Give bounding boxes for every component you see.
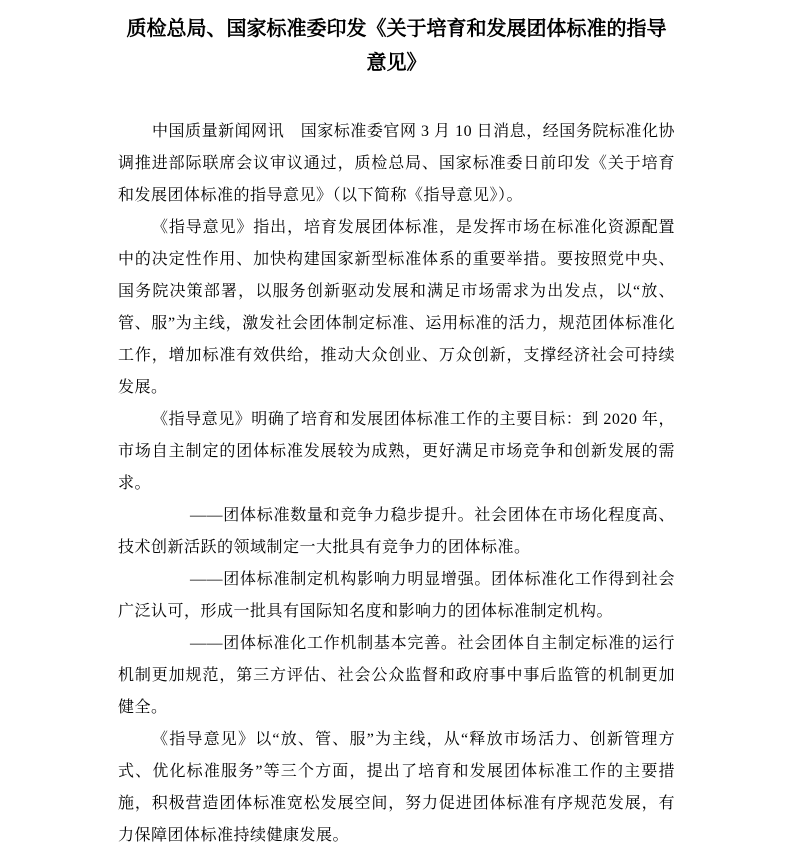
paragraph-goal-item-quantity: ——团体标准数量和竞争力稳步提升。社会团体在市场化程度高、技术创新活跃的领域制定一大批具有竞争力的团体标准。: [118, 507, 675, 556]
paragraph-measures: 《指导意见》以“放、管、服”为主线，从“释放市场活力、创新管理方式、优化标准服务”等三个方面，提出了培育和发展团体标准工作的主要措施，积极营造团体标准宽松发展空间，努力促进团体标准有序规范发展，有力保障团体标准持续健康发展。: [118, 731, 675, 844]
paragraph-intro: 中国质量新闻网讯 国家标准委官网 3 月 10 日消息，经国务院标准化协调推进部际联席会议审议通过，质检总局、国家标准委日前印发《关于培育和发展团体标准的指导意见》（以下简称《指导意见》）。: [118, 123, 675, 204]
paragraph-goal-item-mechanism: ——团体标准化工作机制基本完善。社会团体自主制定标准的运行机制更加规范，第三方评估、社会公众监督和政府事中事后监管的机制更加健全。: [118, 635, 675, 716]
paragraph-goal-item-influence: ——团体标准制定机构影响力明显增强。团体标准化工作得到社会广泛认可，形成一批具有国际知名度和影响力的团体标准制定机构。: [118, 571, 675, 620]
paragraph-significance: 《指导意见》指出，培育发展团体标准，是发挥市场在标准化资源配置中的决定性作用、加快构建国家新型标准体系的重要举措。要按照党中央、国务院决策部署，以服务创新驱动发展和满足市场需求为出发点，以“放、管、服”为主线，激发社会团体制定标准、运用标准的活力，规范团体标准化工作，增加标准有效供给，推动大众创业、万众创新，支撑经济社会可持续发展。: [118, 219, 675, 396]
document-title: 质检总局、国家标准委印发《关于培育和发展团体标准的指导意见》: [126, 18, 667, 74]
paragraph-goals: 《指导意见》明确了培育和发展团体标准工作的主要目标：到 2020 年，市场自主制定的团体标准发展较为成熟，更好满足市场竞争和创新发展的需求。: [118, 411, 675, 492]
